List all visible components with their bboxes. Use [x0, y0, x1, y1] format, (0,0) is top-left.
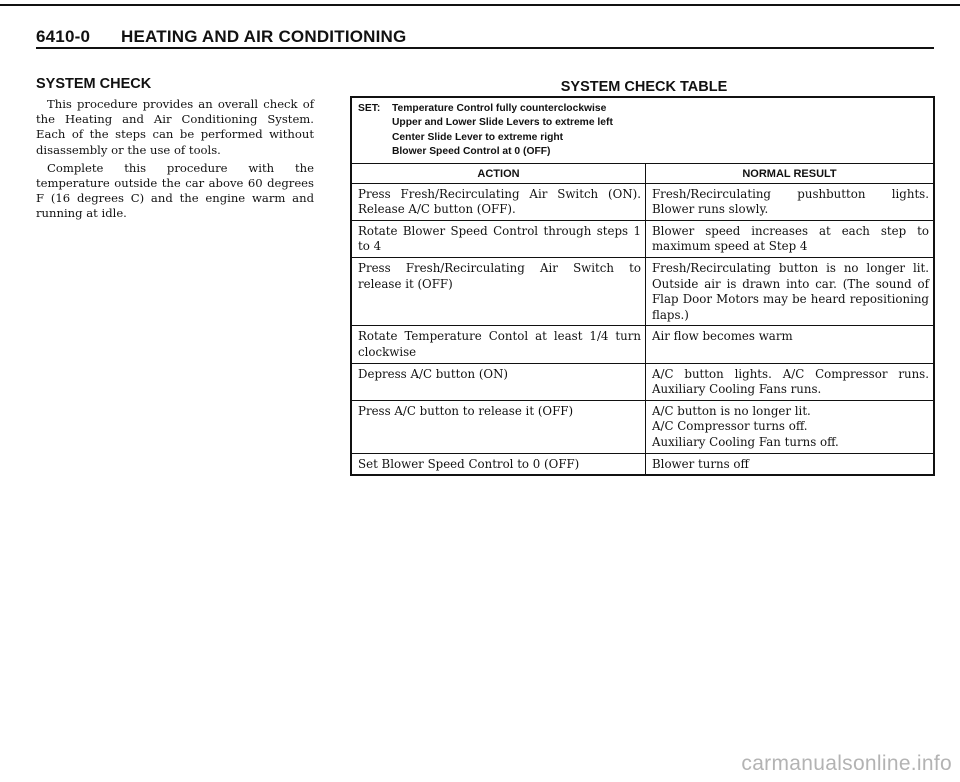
result-cell: Blower speed increases at each step to maximum speed at Step 4 [645, 221, 933, 257]
table-row [352, 325, 933, 362]
set-line: Center Slide Lever to extreme right [392, 131, 564, 143]
action-cell: Press Fresh/Recirculating Air Switch (ON). Release A/C button (OFF). [358, 186, 641, 217]
result-cell: Air flow becomes warm [645, 326, 933, 362]
table-row [352, 183, 933, 220]
result-cell: A/C button is no longer lit. A/C Compressor turns off. Auxiliary Cooling Fan turns off. [645, 401, 933, 453]
action-cell: Rotate Blower Speed Control through steps 1 to 4 [358, 223, 641, 254]
system-check-section [36, 76, 314, 222]
set-line: Upper and Lower Slide Levers to extreme left [392, 117, 613, 129]
result-header: NORMAL RESULT [645, 164, 933, 183]
section-title: HEATING AND AIR CONDITIONING [121, 27, 407, 46]
conditions-paragraph: Complete this procedure with the temperature outside the car above 60 degrees F (16 degrees C) and the engine warm and running at idle. [36, 160, 314, 221]
result-cell: A/C button lights. A/C Compressor runs. Auxiliary Cooling Fans runs. [645, 364, 933, 400]
set-line: Blower Speed Control at 0 (OFF) [392, 146, 551, 158]
table-row [352, 220, 933, 257]
table-row [352, 257, 933, 325]
section-code: 6410-0 [36, 27, 91, 46]
result-cell: Fresh/Recirculating button is no longer lit. Outside air is drawn into car. (The sound of Flap Door Motors may be heard repositioning flaps.) [645, 258, 933, 325]
table-row [352, 363, 933, 400]
watermark: carmanualsonline.info [741, 752, 952, 775]
set-conditions [352, 98, 933, 163]
action-cell: Depress A/C button (ON) [358, 366, 509, 381]
system-check-title: SYSTEM CHECK [36, 76, 152, 92]
system-check-table [350, 96, 935, 476]
page-header [36, 27, 406, 47]
set-label: SET: [358, 103, 381, 114]
top-rule [0, 4, 960, 6]
set-line: Temperature Control fully counterclockwise [392, 103, 607, 114]
intro-paragraph: This procedure provides an overall check of the Heating and Air Conditioning System. Each of the steps can be performed without disassembly or the use of tools. [36, 97, 314, 157]
table-title: SYSTEM CHECK TABLE [560, 79, 728, 95]
action-cell: Set Blower Speed Control to 0 (OFF) [358, 456, 580, 471]
action-cell: Press Fresh/Recirculating Air Switch to release it (OFF) [358, 261, 641, 291]
table-row [352, 453, 933, 475]
action-header: ACTION [477, 167, 520, 180]
action-cell: Press A/C button to release it (OFF) [358, 403, 574, 418]
result-cell: Blower turns off [645, 454, 933, 475]
result-cell: Fresh/Recirculating pushbutton lights. Blower runs slowly. [645, 184, 933, 220]
action-cell: Rotate Temperature Contol at least 1/4 turn clockwise [358, 329, 641, 359]
header-rule [36, 47, 934, 49]
set-lines [392, 102, 613, 160]
table-row [352, 400, 933, 453]
table-header [352, 163, 933, 183]
